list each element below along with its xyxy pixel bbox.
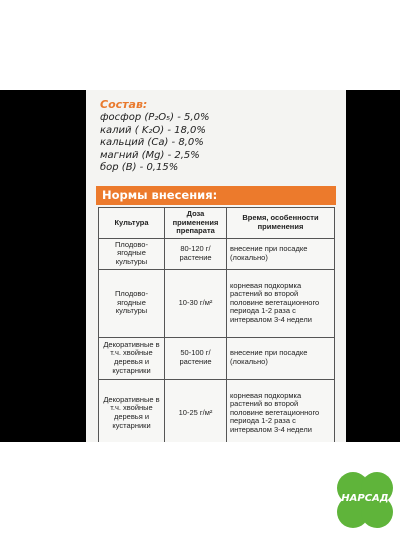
cell-timing: внесение при посадке (локально) — [227, 238, 335, 269]
composition-list — [100, 112, 209, 175]
cell-culture: Плодово-ягодные культуры — [99, 238, 165, 269]
table-row — [99, 269, 335, 337]
table-row — [99, 238, 335, 269]
cell-dose: 80-120 г/растение — [165, 238, 227, 269]
cell-dose: 50-100 г/растение — [165, 337, 227, 379]
composition-item: бор (B) - 0,15% — [100, 162, 179, 173]
header-culture: Культура — [99, 208, 165, 239]
cell-culture: Плодово-ягодные культуры — [99, 269, 165, 337]
norms-header-bar — [96, 186, 336, 205]
product-label-document — [86, 90, 346, 442]
table-row — [99, 379, 335, 442]
application-rates-table — [98, 207, 335, 442]
composition-item: кальций (Ca) - 8,0% — [100, 137, 204, 148]
table-row — [99, 337, 335, 379]
cell-dose: 10-25 г/м² — [165, 379, 227, 442]
composition-item: калий ( K₂O) - 18,0% — [100, 124, 206, 136]
cell-timing: корневая подкормка растений во второй половине вегетационного периода 1-2 раза с интервалом 3-4 недели — [227, 269, 335, 337]
composition-title: Состав: — [100, 98, 148, 111]
narsad-logo — [333, 468, 397, 532]
table-header-row — [99, 208, 335, 239]
header-timing: Время, особенности применения — [227, 208, 335, 239]
composition-item: магний (Mg) - 2,5% — [100, 149, 200, 161]
norms-title: Нормы внесения: — [102, 188, 218, 202]
cell-timing: корневая подкормка растений во второй половине вегетационного периода 1-2 раза с интервалом 3-4 недели — [227, 379, 335, 442]
cell-timing: внесение при посадке (локально) — [227, 337, 335, 379]
cell-culture: Декоративные в т.ч. хвойные деревья и кустарники — [99, 337, 165, 379]
cell-culture: Декоративные в т.ч. хвойные деревья и кустарники — [99, 379, 165, 442]
composition-item: фосфор (P₂O₅) - 5,0% — [100, 112, 210, 123]
cell-dose: 10-30 г/м² — [165, 269, 227, 337]
header-dose: Доза применения препарата — [165, 208, 227, 239]
logo-text: НАРСАД — [341, 493, 389, 504]
